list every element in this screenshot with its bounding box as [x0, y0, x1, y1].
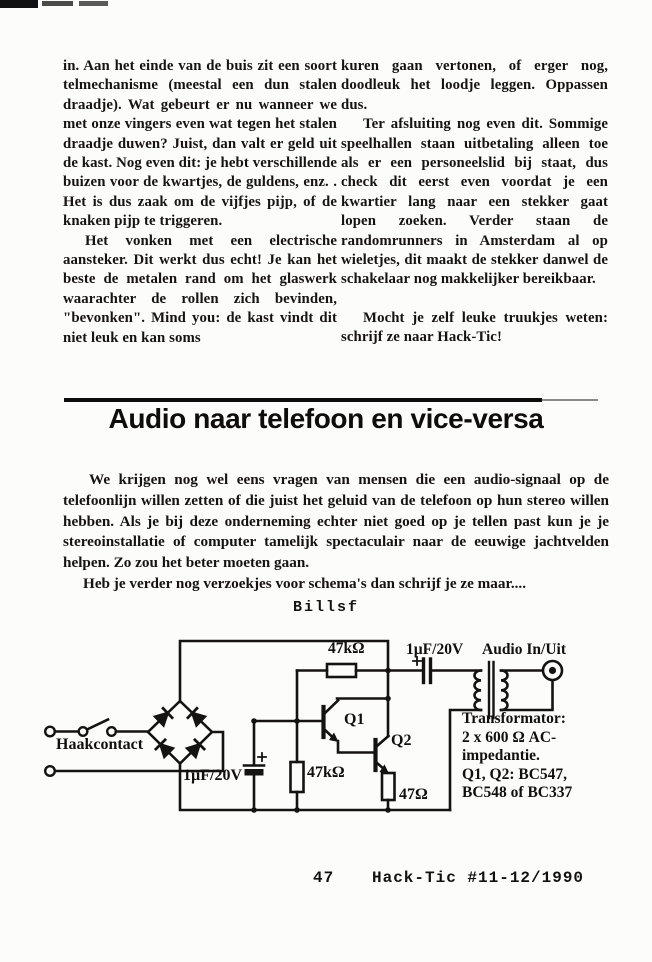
label-cap-top: 1µF/20V — [406, 641, 464, 658]
label-audio-jack: Audio In/Uit — [482, 641, 566, 658]
note-line: Q1, Q2: BC547, — [462, 765, 568, 783]
transistor-q2 — [376, 736, 390, 774]
scan-artifact — [42, 1, 73, 6]
note-line: BC548 of BC337 — [462, 784, 573, 802]
paragraph — [63, 232, 337, 348]
column-left — [63, 57, 337, 348]
paragraph-text: Dit werkt dus echt! Je kan het beste de metalen rand om het glaswerk waarachter de rollen zich bevinden, "bevonken". Mind you: de kast vindt dit niet leuk en kan soms — [63, 252, 337, 346]
paragraph: kuren gaan vertonen, of erger nog, doodleuk het loodje leggen. Oppassen dus. — [341, 58, 608, 113]
scan-artifact — [79, 1, 108, 6]
intro-paragraph: We krijgen nog wel eens vragen van mensen die een audio-signaal op de telefoonlijn willen zetten of die juist het geluid van de telefoon op hun stereo willen hebben. Als je bij deze onderneming echter niet goed op je tellen past kun je je stereoinstallatie of computer tamelijk spectaculair naar de eeuwige jachtvelden helpen. Zo zou het beter moeten gaan. — [63, 471, 609, 572]
label-resistor-base: 47kΩ — [307, 764, 345, 781]
paragraph: Mocht je zelf leuke truukjes weten: schrijf ze naar Hack-Tic! — [341, 309, 608, 346]
request-paragraph: Heb je verder nog verzoekjes voor schema's dan schrijf je ze maar.... — [83, 574, 527, 592]
bridge-rectifier — [148, 701, 212, 764]
label-resistor-top: 47kΩ — [328, 640, 365, 657]
article-headline: Audio naar telefoon en vice-versa — [108, 403, 544, 434]
page-number: 47 — [313, 869, 335, 887]
note-line: Transformator: — [462, 710, 566, 727]
resistor-47k-top — [327, 664, 356, 677]
column-right — [341, 57, 608, 348]
paragraph-text: in. Aan het einde van de buis zit een soort telmechanisme (meestal een dun stalen draadje). Wat gebeurt er nu wanneer we met onze vingers even wat tegen het stalen draadje duwen? Juist, dan valt er geld uit de kast. Nog even dit: je hebt verschillende buizen voor de kwartjes, de guldens, enz. . Het is dus zaak om de vijfjes pijp, of de knaken pijp te triggeren. — [63, 58, 338, 230]
resistor-47ohm — [382, 773, 395, 800]
label-hook-contact: Haakcontact — [56, 736, 144, 753]
headline-rule — [64, 398, 542, 402]
junction-dots — [251, 668, 391, 813]
byline: Billsf — [292, 599, 359, 616]
label-q2: Q2 — [391, 732, 412, 749]
article-intro — [63, 470, 609, 595]
paragraph-lead-bold: Het vonken met een electrische aansteker. — [63, 232, 337, 269]
label-cap-bottom: 1µF/20V — [183, 767, 242, 784]
headline-rule-faint — [542, 399, 598, 401]
resistor-47k-base — [291, 762, 304, 792]
paragraph — [63, 57, 337, 232]
audio-jack — [543, 661, 562, 680]
label-resistor-emitter: 47Ω — [399, 786, 428, 803]
scan-artifact — [0, 0, 38, 8]
note-line: 2 x 600 Ω AC- — [462, 728, 557, 746]
label-q1: Q1 — [344, 711, 365, 728]
note-line: impedantie. — [462, 747, 540, 765]
paragraph: Ter afsluiting nog even dit. Sommige speelhallen staan uitbetaling alleen toe als er een personeelslid bij staat, dus check dit eerst even voordat je een kwartier lang naar een stekker gaat lopen zoeken. Verder staan de randomrunners in Amsterdam al op wieletjes, dit maakt de stekker danwel de schakelaar nog makkelijker bereikbaar. — [341, 116, 608, 288]
transformer-note — [462, 710, 602, 803]
issue-label: Hack-Tic #11-12/1990 — [372, 869, 585, 887]
